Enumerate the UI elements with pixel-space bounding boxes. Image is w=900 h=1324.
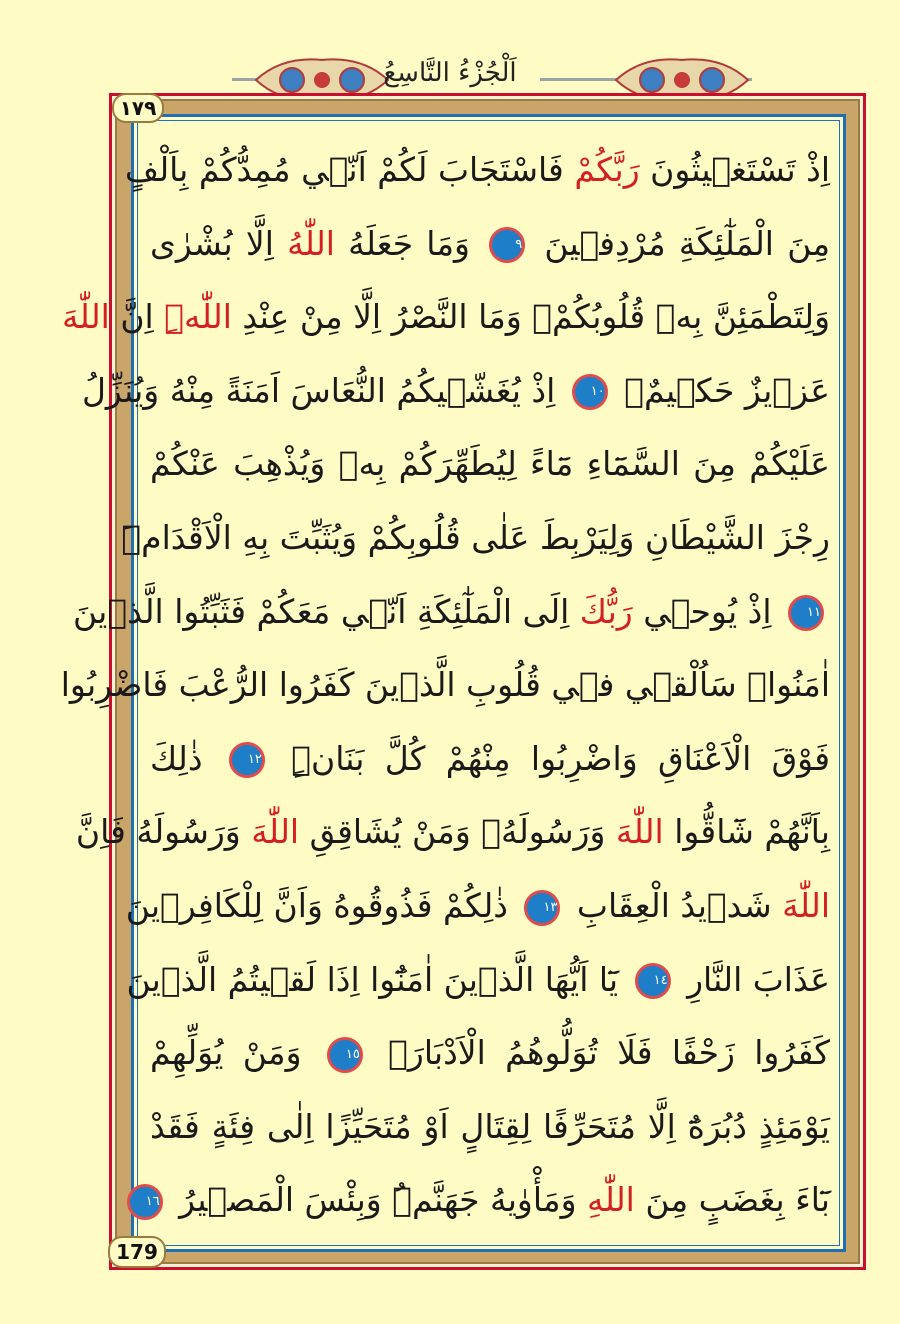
divine-name-text: رَبُّكَ xyxy=(579,591,633,631)
ayah-number-marker: ١٠ xyxy=(572,374,608,410)
ayah-number-marker: ١١ xyxy=(788,595,824,631)
verse-text: ذٰلِكُمْ فَذُوقُوهُ وَاَنَّ لِلْكَافِر۪ينَ xyxy=(125,886,519,925)
verse-text: بِاَنَّهُمْ شَٓاقُّوا xyxy=(663,812,830,852)
verse-line xyxy=(126,945,830,1015)
verse-line xyxy=(121,503,830,573)
divine-name-text: اللّٰهُ xyxy=(287,223,335,263)
divine-name-text: رَبَّكُمْ xyxy=(574,150,640,189)
verse-text: وَمَأْوٰيهُ جَهَنَّمُۜ وَبِئْسَ الْمَص۪يرُ xyxy=(168,1180,587,1220)
verse-text: اِذْ تَسْتَغ۪يثُونَ xyxy=(639,150,830,189)
verse-text: يَٓا اَيُّهَا الَّذ۪ينَ اٰمَنُٓوا اِذَا لَق۪يتُمُ الَّذ۪ينَ xyxy=(126,959,629,999)
verse-line xyxy=(150,429,830,499)
verse-text: وَلِتَطْمَئِنَّ بِه۪ قُلُوبُكُمْۚ وَمَا النَّصْرُ اِلَّا مِنْ عِنْدِ xyxy=(231,297,830,337)
verse-text: كَفَرُوا زَحْفًا فَلَا تُوَلُّوهُمُ الْاَدْبَارَۚ xyxy=(368,1033,830,1073)
verse-text: اِلَّا بُشْرٰى xyxy=(150,223,288,263)
divine-name-text: اللّٰهَ xyxy=(782,886,830,925)
verse-line xyxy=(124,135,830,205)
verse-line xyxy=(75,797,830,867)
verse-text-area xyxy=(60,135,830,1240)
verse-text: يَوْمَئِذٍ دُبُرَهُٓ اِلَّا مُتَحَرِّفًا لِقِتَالٍ اَوْ مُتَحَيِّزًا اِلٰى فِئَةٍ فَقَدْ xyxy=(150,1106,830,1146)
verse-line xyxy=(125,871,830,941)
verse-line xyxy=(81,356,830,426)
verse-text: رِجْزَ الشَّيْطَانِ وَلِيَرْبِطَ عَلٰى قُلُوبِكُمْ وَيُثَبِّتَ بِهِ الْاَقْدَامَۜ xyxy=(121,518,830,557)
verse-text: اِذْ يُغَشّ۪يكُمُ النُّعَاسَ اَمَنَةً مِنْهُ وَيُنَزِّلُ xyxy=(81,370,566,410)
verse-line xyxy=(150,1092,830,1162)
verse-text: فَوْقَ الْاَعْنَاقِ وَاضْرِبُوا مِنْهُمْ كُلَّ بَنَانٍۜ xyxy=(270,738,830,778)
verse-line xyxy=(145,1165,830,1235)
verse-text: وَرَسُولَهُ فَاِنَّ xyxy=(75,812,252,852)
verse-line xyxy=(150,209,830,279)
verse-text: مِنَ الْمَلٰٓئِكَةِ مُرْدِف۪ينَ xyxy=(531,223,830,263)
verse-text: بَٓاءَ بِغَضَبٍ مِنَ xyxy=(634,1180,830,1220)
verse-text: عَز۪يزٌ حَك۪يمٌۚ xyxy=(613,370,830,410)
verse-text: وَمَا جَعَلَهُ xyxy=(334,223,484,263)
divine-name-text: اللّٰهِۜ xyxy=(164,297,232,337)
verse-text: شَد۪يدُ الْعِقَابِ xyxy=(566,886,783,925)
verse-line xyxy=(150,724,830,794)
verse-text: اٰمَنُواۜ سَاُلْق۪ي ف۪ي قُلُوبِ الَّذ۪ينَ كَفَرُوا الرُّعْبَ فَاضْرِبُوا xyxy=(60,665,830,705)
verse-text: عَذَابَ النَّارِ xyxy=(676,959,830,999)
verse-line xyxy=(73,577,830,647)
verse-text: فَاسْتَجَابَ لَكُمْ اَنّ۪ي مُمِدُّكُمْ بِاَلْفٍ xyxy=(124,150,575,189)
divine-name-text: اللّٰهَ xyxy=(615,812,664,852)
verse-text: وَمَنْ يُوَلِّهِمْ xyxy=(150,1033,321,1073)
ayah-number-marker: ١٢ xyxy=(229,742,265,778)
ayah-number-marker: ١٣ xyxy=(524,890,560,926)
verse-line xyxy=(61,282,830,352)
page-number-bottom: 179 xyxy=(108,1236,166,1268)
ayah-number-marker: ١٤ xyxy=(635,963,671,999)
ayah-number-marker: ٩ xyxy=(489,227,525,263)
verse-text: اِنَّ xyxy=(109,297,165,337)
verse-text: اِذْ يُوح۪ي xyxy=(632,591,782,631)
verse-text: ذٰلِكَ xyxy=(150,738,223,778)
ayah-number-marker: ١٦ xyxy=(127,1184,163,1220)
divine-name-text: اللّٰهِ xyxy=(587,1180,635,1220)
verse-line xyxy=(60,650,830,720)
verse-text: اِلَى الْمَلٰٓئِكَةِ اَنّ۪ي مَعَكُمْ فَثَبِّتُوا الَّذ۪ينَ xyxy=(73,591,580,631)
divine-name-text: اللّٰهَ xyxy=(251,812,300,852)
ayah-number-marker: ١٥ xyxy=(327,1037,363,1073)
verse-text: وَرَسُولَهُۚ وَمَنْ يُشَاقِقِ xyxy=(299,812,616,852)
verse-line xyxy=(150,1018,830,1088)
verse-text: عَلَيْكُمْ مِنَ السَّمَٓاءِ مَٓاءً لِيُطَهِّرَكُمْ بِه۪ وَيُذْهِبَ عَنْكُمْ xyxy=(150,444,830,484)
divine-name-text: اللّٰهَ xyxy=(61,297,110,337)
juz-title: اَلْجُزْءُ التَّاسِعُ xyxy=(383,58,517,88)
page-number-top: ١٧٩ xyxy=(112,93,164,123)
